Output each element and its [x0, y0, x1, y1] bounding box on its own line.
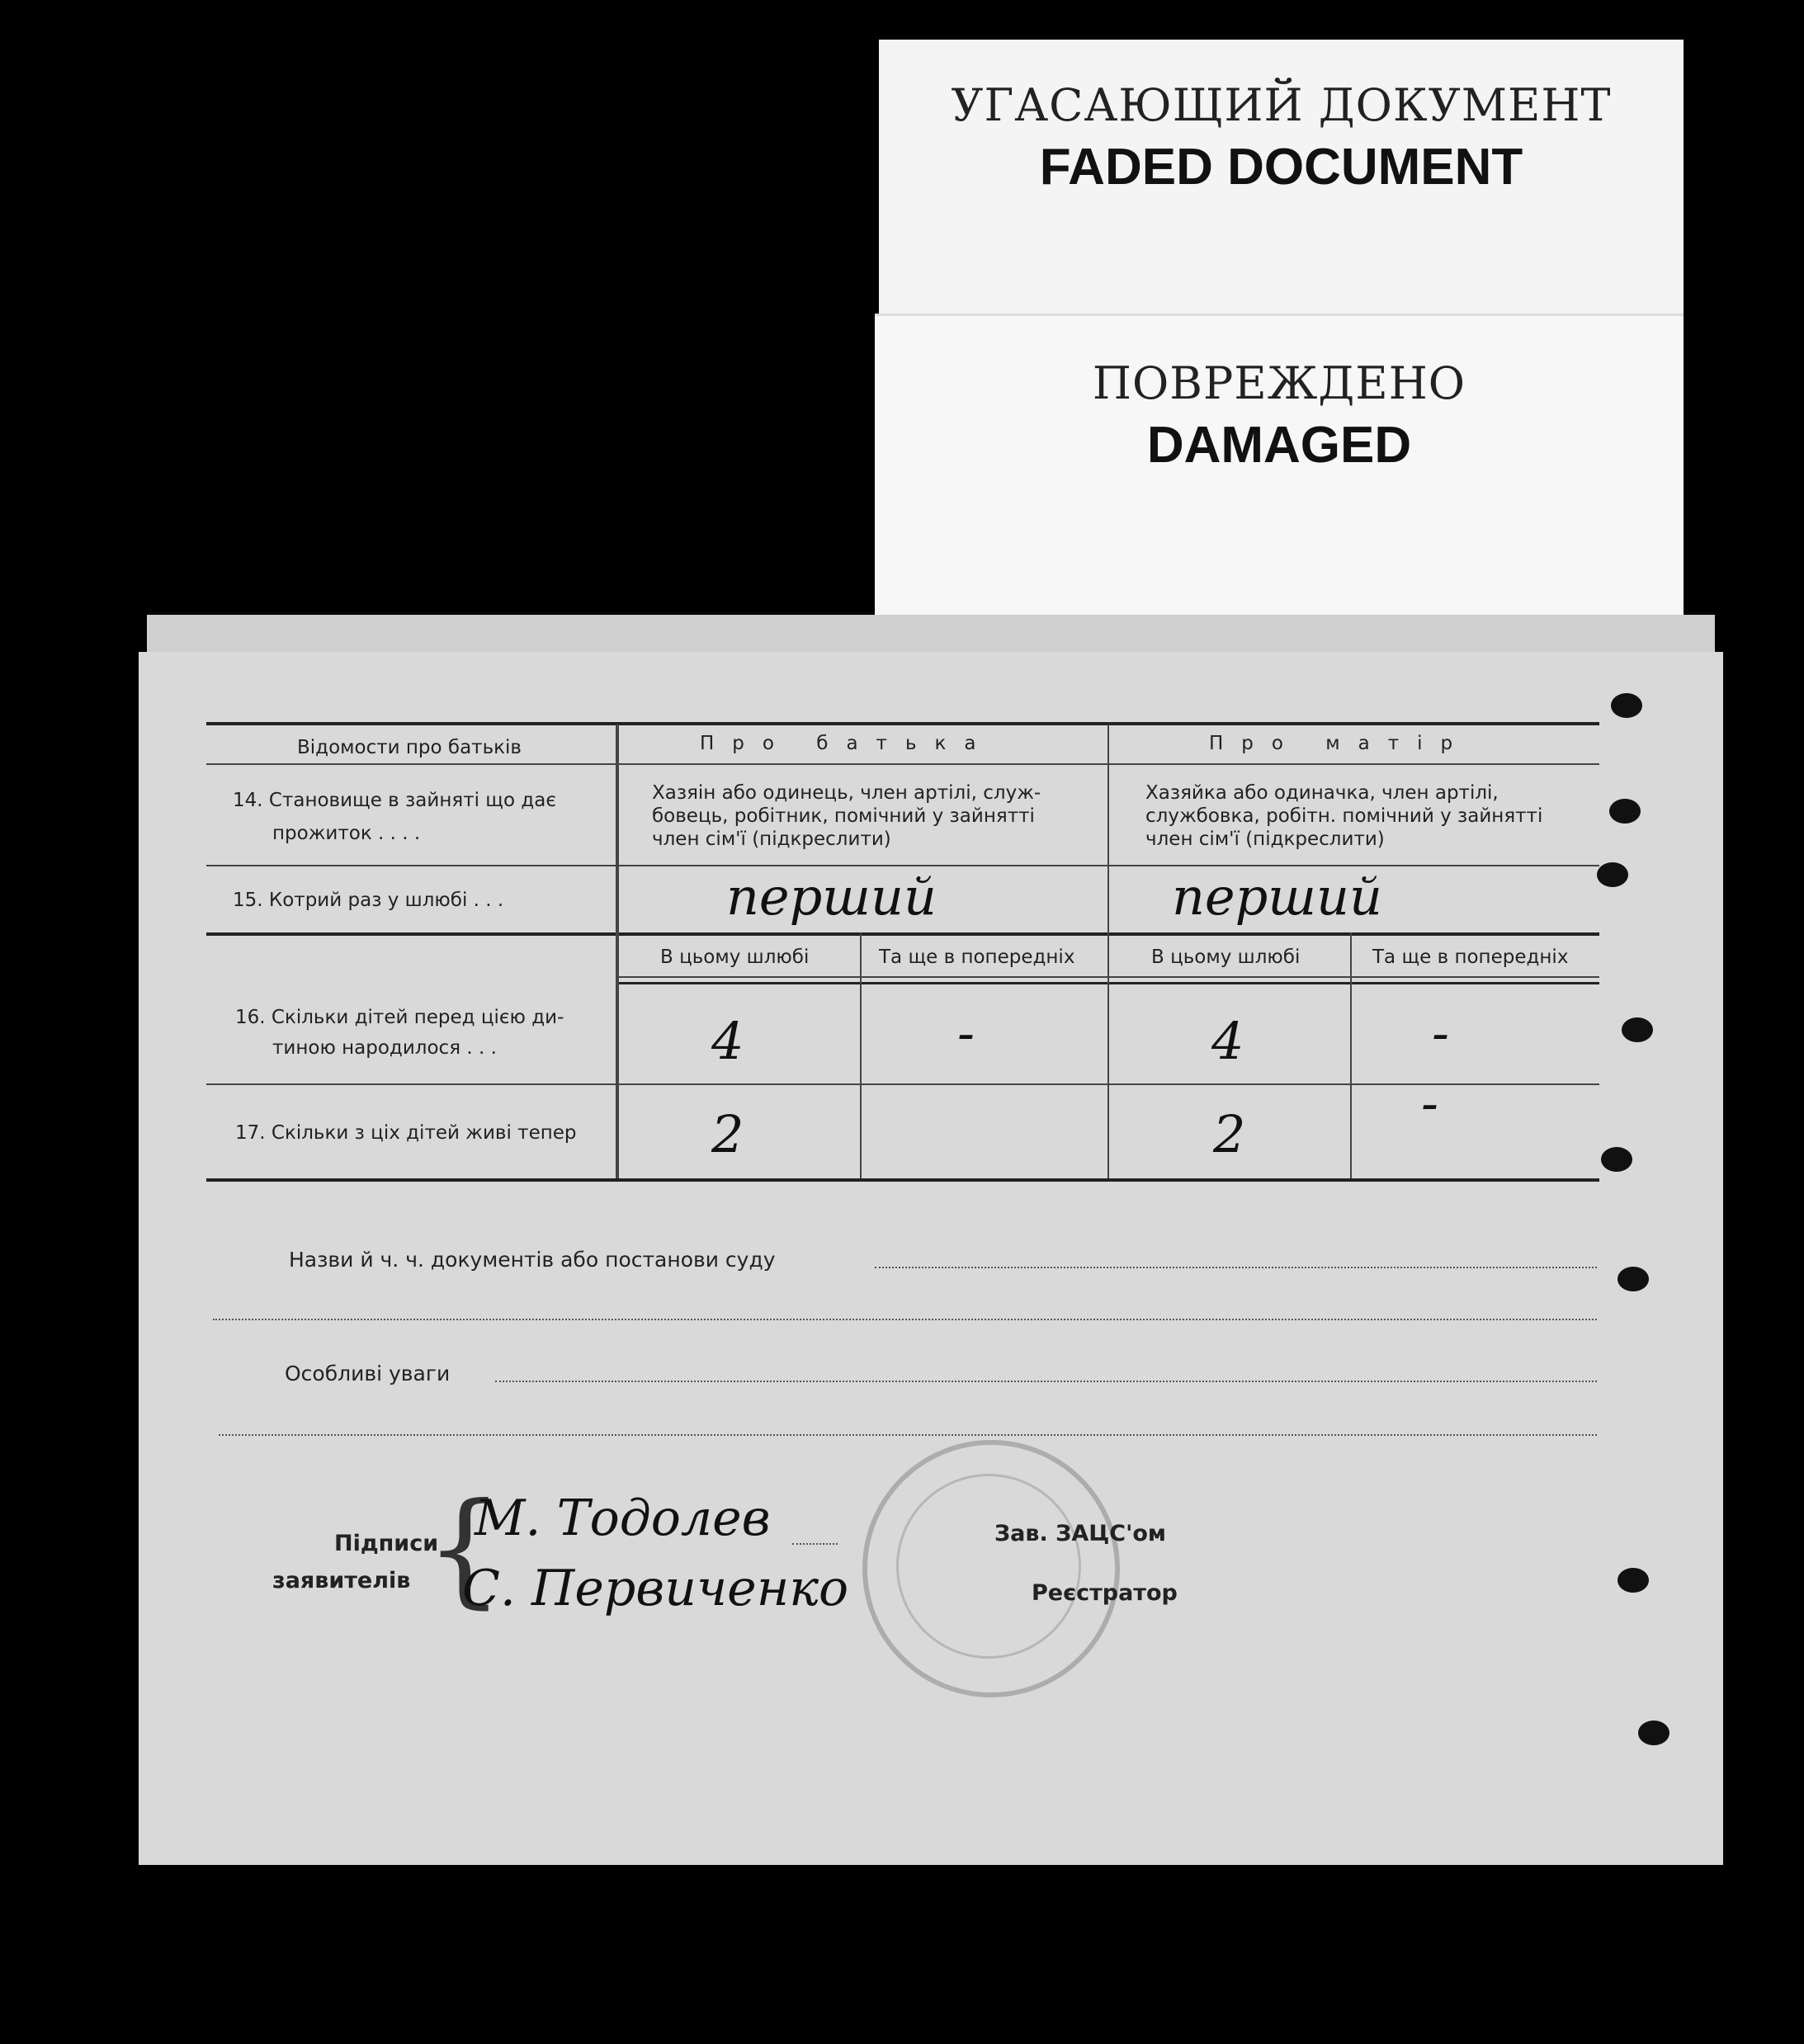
row17-mother-this-value: 2	[1213, 1104, 1246, 1164]
subheader-father-this-marriage: В цьому шлюбі	[660, 946, 810, 968]
row15-father-value: перший	[726, 866, 937, 927]
subheader-mother-previous: Та ще в попередніх	[1372, 946, 1569, 968]
official-stamp	[862, 1440, 1120, 1697]
row16-label-line2: тиною народилося . . .	[272, 1037, 497, 1059]
faded-document-tag	[879, 40, 1684, 338]
column-divider	[1350, 932, 1352, 1178]
row14-label-line1: 14. Становище в зайняті що дає	[233, 790, 556, 811]
notes-fill-line	[495, 1381, 1597, 1382]
signatures-label-line1: Підписи	[334, 1531, 439, 1556]
table-bottom-rule	[206, 1178, 1599, 1182]
damaged-label-en: DAMAGED	[1146, 417, 1412, 474]
row14-father-line1: Хазяін або одинець, член артілі, служ-	[652, 782, 1041, 804]
binding-hole	[1597, 862, 1628, 887]
documents-fill-line	[213, 1319, 1597, 1320]
row14-label-line2: прожиток . . . .	[272, 823, 421, 844]
binding-hole	[1611, 693, 1642, 718]
signatures-label-line2: заявителів	[272, 1568, 411, 1593]
row15-mother-value: перший	[1172, 866, 1382, 927]
row16-label-line1: 16. Скільки дітей перед цією ди-	[235, 1007, 564, 1028]
binding-hole	[1601, 1147, 1632, 1172]
row16-father-prev-value: -	[957, 1003, 975, 1063]
column-divider	[1107, 725, 1109, 1178]
row16-mother-prev-value: -	[1432, 1003, 1449, 1063]
binding-hole	[1617, 1267, 1649, 1291]
signature-line	[792, 1543, 838, 1545]
notes-label: Особливі уваги	[285, 1362, 451, 1385]
faded-label-en: FADED DOCUMENT	[1039, 139, 1523, 196]
binding-hole	[1617, 1568, 1649, 1593]
row16-mother-this-value: 4	[1211, 1011, 1244, 1071]
documents-fill-line	[875, 1267, 1597, 1268]
header-mother: Про матір	[1209, 733, 1471, 754]
row14-father-line3: член сім'ї (підкреслити)	[652, 828, 891, 850]
row15-label: 15. Котрий раз у шлюбі . . .	[233, 890, 504, 911]
table-header-rule	[206, 763, 1599, 765]
signatures-brace: {	[425, 1477, 504, 1621]
subheader-mother-this-marriage: В цьому шлюбі	[1151, 946, 1301, 968]
row14-mother-line3: член сім'ї (підкреслити)	[1145, 828, 1385, 850]
damaged-document-tag	[875, 314, 1684, 646]
binding-hole	[1638, 1721, 1669, 1745]
subheader-father-previous: Та ще в попередніх	[879, 946, 1075, 968]
header-parents: Відомости про батьків	[297, 737, 522, 758]
applicant-signature-2: С. Первиченко	[462, 1560, 849, 1617]
row14-mother-line1: Хазяйка або одиначка, член артілі,	[1145, 782, 1499, 804]
notes-fill-line	[219, 1434, 1597, 1436]
table-row-rule	[206, 932, 1599, 936]
table-top-rule	[206, 722, 1599, 725]
faded-label-ru: УГАСАЮЩИЙ ДОКУМЕНТ	[951, 79, 1612, 131]
row17-mother-prev-value: -	[1421, 1073, 1438, 1133]
registrar-label: Реєстратор	[1032, 1580, 1178, 1606]
binding-hole	[1609, 799, 1641, 824]
damaged-label-ru: ПОВРЕЖДЕНО	[1092, 357, 1466, 409]
head-of-registry-label: Зав. ЗАЦС'ом	[994, 1521, 1166, 1546]
row14-father-line2: бовець, робітник, помічний у зайнятті	[652, 805, 1035, 827]
row17-label: 17. Скільки з ціх дітей живі тепер	[235, 1122, 577, 1144]
column-divider	[616, 725, 619, 1178]
header-father: Про батька	[700, 733, 994, 754]
row14-mother-line2: службовка, робітн. помічний у зайнятті	[1145, 805, 1543, 827]
documents-label: Назви й ч. ч. документів або постанови суду	[289, 1248, 776, 1272]
binding-hole	[1622, 1017, 1653, 1042]
applicant-signature-1: М. Тодолев	[475, 1489, 771, 1547]
table-row-rule	[206, 1083, 1599, 1085]
column-divider	[860, 932, 862, 1178]
row17-father-this-value: 2	[711, 1104, 744, 1164]
row16-father-this-value: 4	[711, 1011, 744, 1071]
